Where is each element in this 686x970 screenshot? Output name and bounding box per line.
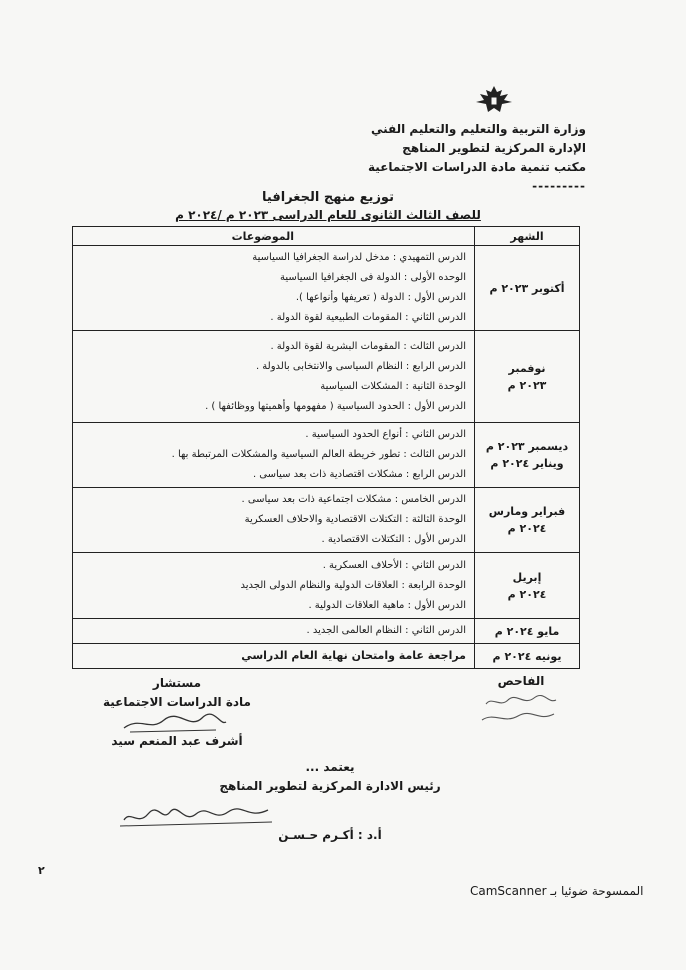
eagle-emblem-icon: [474, 84, 514, 116]
month-label: فبراير ومارس: [488, 505, 566, 518]
ministry-line-2: الإدارة المركزية لتطوير المناهج: [402, 141, 586, 155]
table-row: [73, 644, 580, 669]
month-year: ٢٠٢٤ م: [507, 522, 547, 535]
topic-line: الوحدة الثانية : المشكلات السياسية: [320, 380, 466, 392]
table-row: [73, 619, 580, 644]
examiner-signature-block: [486, 672, 556, 691]
month-label: نوفمبر: [508, 361, 546, 375]
month-label: أكتوبر ٢٠٢٣ م: [489, 281, 565, 295]
topic-line: الدرس التمهيدي : مدخل لدراسة الجغرافيا السياسية: [252, 252, 466, 263]
advisor-handwritten-signature: [120, 712, 230, 736]
month-label: ديسمبر ٢٠٢٣ م: [485, 440, 569, 453]
topic-line: الدرس الثالث : تطور خريطة العالم السياسية والمشكلات المرتبطة بها .: [171, 449, 466, 460]
header-separator: ---------: [532, 179, 586, 193]
topic-line: الدرس الأول : التكتلات الاقتصادية .: [321, 534, 466, 545]
table-header-row: [73, 227, 580, 246]
topic-line: الدرس الثاني : المقومات الطبيعية لقوة الدولة .: [270, 312, 466, 323]
table-row: [73, 246, 580, 331]
topic-line: الدرس الأول : ماهية العلاقات الدولية .: [308, 599, 466, 611]
month-cell: [475, 423, 580, 488]
curriculum-table: [72, 226, 580, 669]
month-cell: [475, 246, 580, 331]
advisor-title: مستشار: [152, 676, 202, 690]
ministry-line-1: وزارة التربية والتعليم والتعليم الفني: [370, 122, 586, 136]
month-year: ٢٠٢٤ م: [507, 587, 547, 601]
topics-cell: [73, 619, 475, 644]
table-row: [73, 553, 580, 619]
examiner-handwritten-signature: [478, 692, 562, 732]
topic-line: الوحدة الرابعة : العلاقات الدولية والنظام الدولى الجديد: [240, 579, 466, 591]
table-row: [73, 488, 580, 553]
month-cell: [475, 553, 580, 619]
advisor-subject: مادة الدراسات الاجتماعية: [103, 695, 251, 709]
topic-line: الوحده الأولى : الدولة فى الجغرافيا السياسية: [279, 272, 466, 283]
examiner-title: الفاحص: [497, 674, 545, 688]
topic-line: الدرس الرابع : مشكلات اقتصادية ذات بعد سياسى .: [252, 469, 466, 480]
month-label: إبريل: [512, 570, 542, 584]
topic-line: الدرس الخامس : مشكلات اجتماعية ذات بعد سياسى .: [241, 494, 466, 505]
topic-line: الدرس الأول : الدولة ( تعريفها وأنواعها ).: [295, 292, 466, 303]
topics-column-header: الموضوعات: [73, 227, 475, 246]
topics-cell: [73, 423, 475, 488]
advisor-name: أشرف عبد المنعم سيد: [111, 734, 243, 748]
approval-handwritten-signature: [118, 802, 278, 830]
approval-label: يعتمد ...: [305, 760, 355, 774]
topic-line: مراجعة عامة وامتحان نهاية العام الدراسي: [241, 649, 466, 662]
topic-line: الدرس الثالث : المقومات البشرية لقوة الدولة .: [270, 340, 466, 352]
scanner-watermark: الممسوحة ضوئيا بـ CamScanner: [470, 884, 644, 898]
month-cell: [475, 619, 580, 644]
topics-cell: [73, 488, 475, 553]
page-number: ٢: [38, 864, 45, 877]
topic-line: الدرس الرابع : النظام السياسى والانتخابى بالدولة .: [255, 360, 466, 372]
month-cell: [475, 331, 580, 423]
ministry-line-3: مكتب تنمية مادة الدراسات الاجتماعية: [368, 160, 586, 174]
topics-cell: [73, 331, 475, 423]
topics-cell: [73, 553, 475, 619]
document-title: توزيع منهج الجغرافيا: [262, 190, 394, 205]
month-label: مايو ٢٠٢٤ م: [494, 624, 560, 638]
month-year: ٢٠٢٣ م: [507, 378, 547, 392]
topic-line: الدرس الأول : الحدود السياسية ( مفهومها وأهميتها ووظائفها ) .: [205, 400, 466, 412]
table-row: [73, 331, 580, 423]
topic-line: الدرس الثاني : أنواع الحدود السياسية .: [305, 429, 466, 440]
ministry-header: [368, 120, 586, 196]
topics-cell: [73, 246, 475, 331]
topic-line: الوحدة الثالثة : التكتلات الاقتصادية والاحلاف العسكرية: [244, 514, 466, 525]
document-subtitle: للصف الثالث الثانوى للعام الدراسى ٢٠٢٣ م /٢٠٢٤ م: [175, 208, 481, 222]
month-label: يونيه ٢٠٢٤ م: [492, 649, 562, 663]
table-row: [73, 423, 580, 488]
topic-line: الدرس الثاني : الأحلاف العسكرية .: [322, 559, 466, 571]
approval-name: أ.د : أكـرم حـسـن: [278, 828, 382, 842]
topics-cell: [73, 644, 475, 669]
month-cell: [475, 488, 580, 553]
approval-position: رئيس الادارة المركزية لتطوير المناهج: [219, 779, 441, 793]
topic-line: الدرس الثاني : النظام العالمى الجديد .: [306, 625, 466, 636]
month-cell: [475, 644, 580, 669]
month-label: ويناير ٢٠٢٤ م: [490, 457, 564, 470]
month-column-header: الشهر: [475, 227, 580, 246]
